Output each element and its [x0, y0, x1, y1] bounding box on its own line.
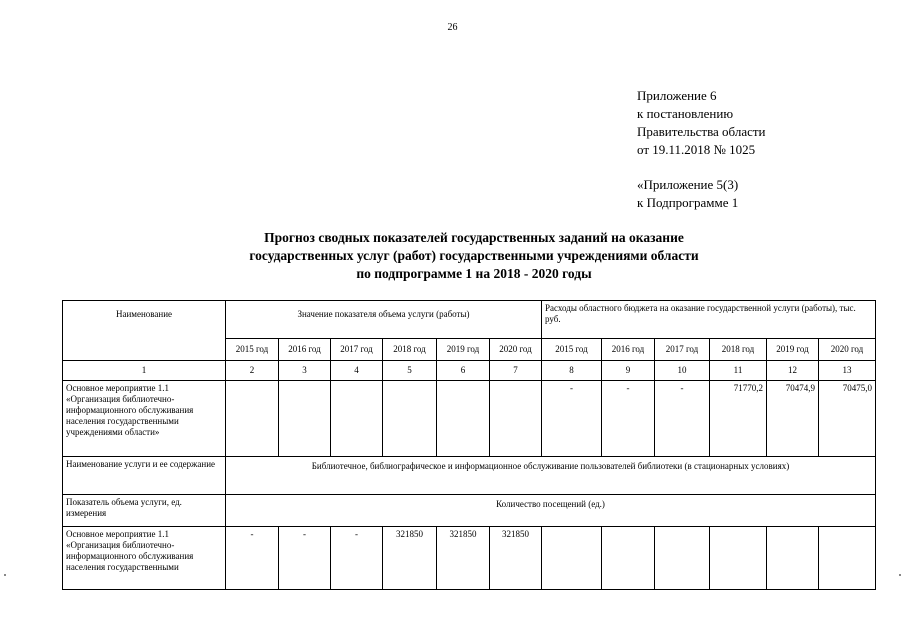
- year-cell: 2016 год: [279, 339, 331, 361]
- service-value: Библиотечное, библиографическое и информационное обслуживание пользователей библиотеки (в стационарных условиях): [226, 457, 876, 495]
- appendix-line: от 19.11.2018 № 1025: [637, 142, 756, 157]
- indicator-label: Показатель объема услуги, ед. измерения: [63, 495, 226, 527]
- volume-cell: -: [331, 527, 383, 590]
- expense-cell: 70475,0: [819, 381, 876, 457]
- page-number: 26: [447, 22, 458, 33]
- title-line: Прогноз сводных показателей государственных заданий на оказание: [264, 230, 684, 245]
- table-row: [63, 527, 876, 590]
- year-cell: 2020 год: [819, 339, 876, 361]
- volume-cell: -: [279, 527, 331, 590]
- scan-mark: [899, 574, 901, 576]
- column-number: 4: [331, 361, 383, 381]
- table-column-numbers-row: [63, 361, 876, 381]
- volume-cell: 321850: [437, 527, 490, 590]
- expense-cell: 70474,9: [767, 381, 819, 457]
- appendix-block: [637, 87, 766, 159]
- year-cell: 2018 год: [383, 339, 437, 361]
- volume-cell: [490, 381, 542, 457]
- year-cell: 2019 год: [767, 339, 819, 361]
- volume-cell: 321850: [383, 527, 437, 590]
- year-cell: 2015 год: [542, 339, 602, 361]
- expense-cell: -: [655, 381, 710, 457]
- indicator-value: Количество посещений (ед.): [226, 495, 876, 527]
- service-name-row: [63, 457, 876, 495]
- scan-mark: [4, 574, 6, 576]
- service-label: Наименование услуги и ее содержание: [63, 457, 226, 495]
- volume-cell: [383, 381, 437, 457]
- expense-cell: -: [602, 381, 655, 457]
- column-number: 3: [279, 361, 331, 381]
- header-expenses: Расходы областного бюджета на оказание государственной услуги (работы), тыс. руб.: [542, 301, 876, 339]
- expense-cell: [710, 527, 767, 590]
- year-cell: 2017 год: [655, 339, 710, 361]
- year-cell: 2016 год: [602, 339, 655, 361]
- table-header-row: [63, 301, 876, 339]
- volume-cell: [279, 381, 331, 457]
- year-cell: 2017 год: [331, 339, 383, 361]
- appendix-reference-block: [637, 176, 738, 212]
- column-number: 7: [490, 361, 542, 381]
- appendix-line: Правительства области: [637, 124, 766, 139]
- header-name: Наименование: [63, 301, 226, 361]
- document-title: [150, 229, 798, 283]
- volume-cell: -: [226, 527, 279, 590]
- column-number: 9: [602, 361, 655, 381]
- expense-cell: [767, 527, 819, 590]
- table-row: [63, 381, 876, 457]
- column-number: 1: [63, 361, 226, 381]
- row-name: Основное мероприятие 1.1 «Организация библиотечно-информационного обслуживания населения государственными учреждениями области»: [63, 381, 226, 457]
- volume-cell: [226, 381, 279, 457]
- appendix-line: Приложение 6: [637, 88, 717, 103]
- expense-cell: [542, 527, 602, 590]
- forecast-table: [62, 300, 876, 590]
- expense-cell: 71770,2: [710, 381, 767, 457]
- year-cell: 2015 год: [226, 339, 279, 361]
- indicator-row: [63, 495, 876, 527]
- appendix-reference-line: «Приложение 5(3): [637, 177, 739, 192]
- year-cell: 2020 год: [490, 339, 542, 361]
- volume-cell: [331, 381, 383, 457]
- column-number: 11: [710, 361, 767, 381]
- row-name: Основное мероприятие 1.1 «Организация библиотечно-информационного обслуживания населения государственными: [63, 527, 226, 590]
- column-number: 8: [542, 361, 602, 381]
- column-number: 12: [767, 361, 819, 381]
- header-volume: Значение показателя объема услуги (работы): [226, 301, 542, 339]
- column-number: 6: [437, 361, 490, 381]
- title-line: государственных услуг (работ) государственными учреждениями области: [249, 248, 699, 263]
- column-number: 13: [819, 361, 876, 381]
- expense-cell: [602, 527, 655, 590]
- appendix-line: к постановлению: [637, 106, 734, 121]
- expense-cell: [655, 527, 710, 590]
- column-number: 10: [655, 361, 710, 381]
- appendix-reference-line: к Подпрограмме 1: [637, 195, 739, 210]
- volume-cell: 321850: [490, 527, 542, 590]
- expense-cell: -: [542, 381, 602, 457]
- title-line: по подпрограмме 1 на 2018 - 2020 годы: [356, 266, 592, 281]
- column-number: 5: [383, 361, 437, 381]
- year-cell: 2018 год: [710, 339, 767, 361]
- year-cell: 2019 год: [437, 339, 490, 361]
- volume-cell: [437, 381, 490, 457]
- column-number: 2: [226, 361, 279, 381]
- expense-cell: [819, 527, 876, 590]
